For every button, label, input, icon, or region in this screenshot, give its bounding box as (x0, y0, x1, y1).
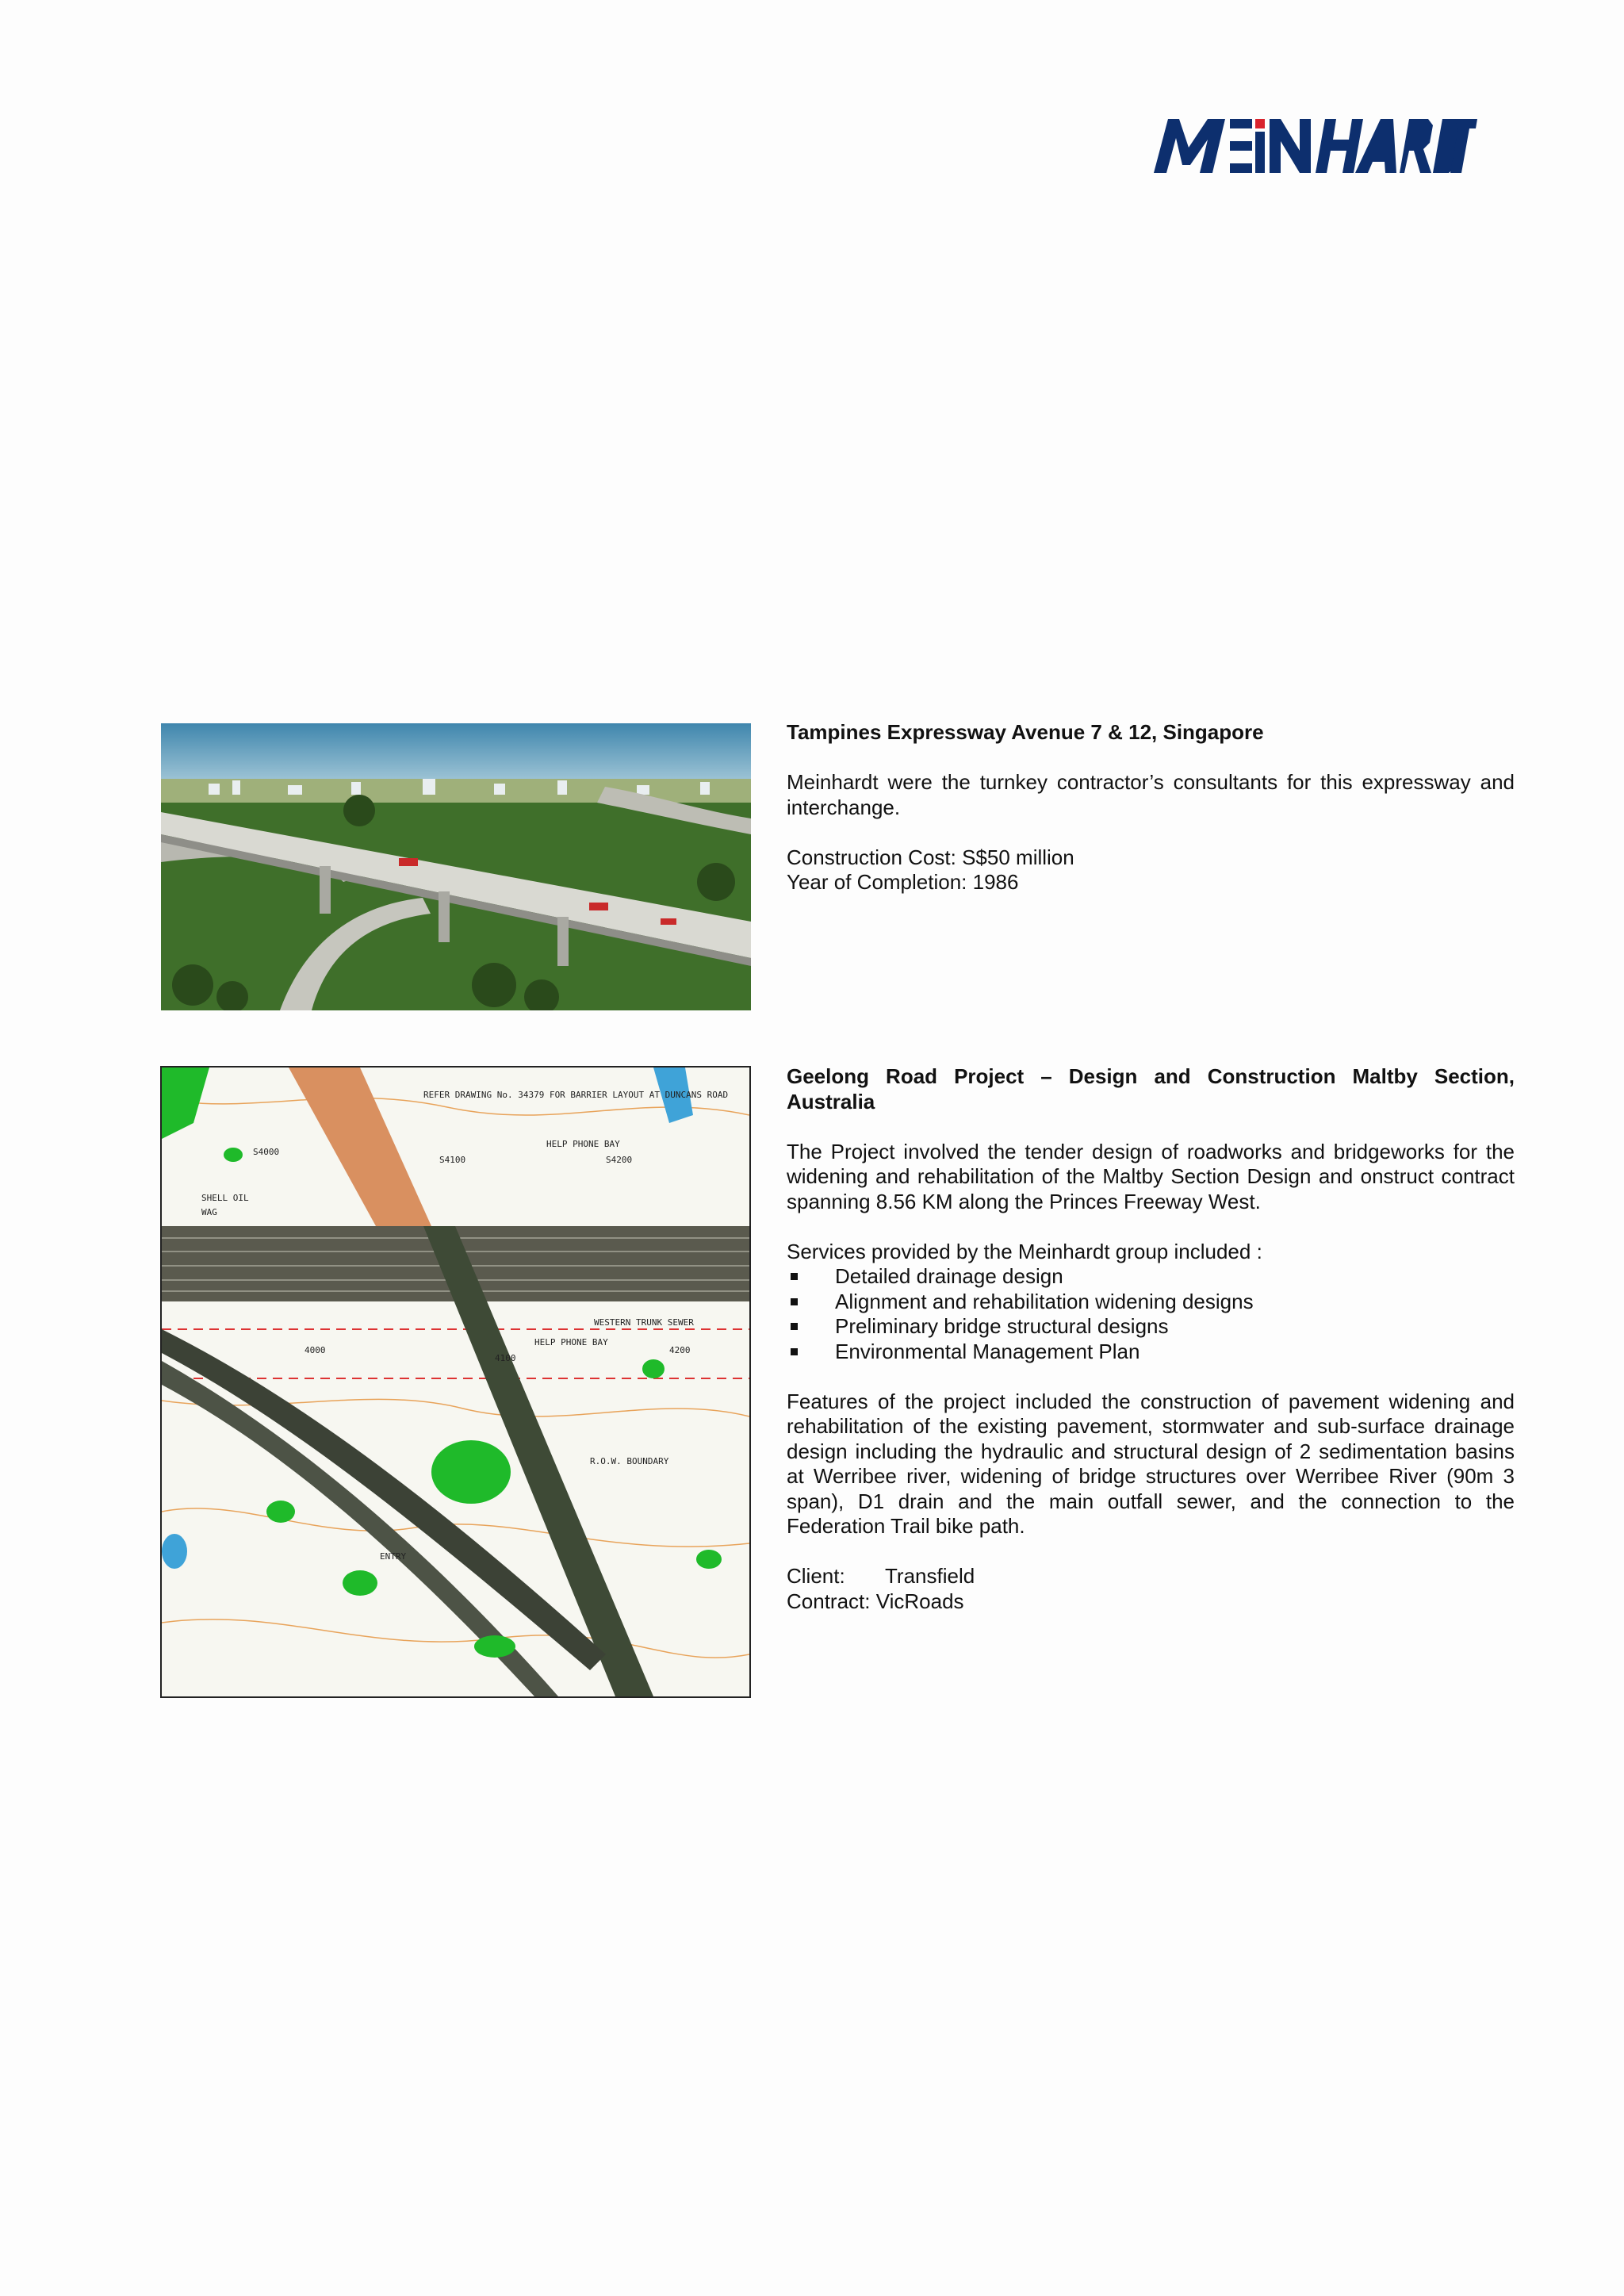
logo-h-shape (1316, 119, 1363, 173)
client-value: Transfield (885, 1564, 975, 1588)
client-label: Client: (787, 1564, 845, 1588)
project-description: The Project involved the tender design of roadworks and bridgeworks for the widening and rehabilitation of the Maltby Section Design and onstruct contract spanning 8.56 KM along the Princes Freeway West. (787, 1139, 1515, 1213)
service-item: Alignment and rehabilitation widening designs (787, 1290, 1515, 1315)
map-chainage-f: 4200 (669, 1345, 691, 1355)
map-chainage-a: S4000 (253, 1147, 280, 1157)
project-title: Geelong Road Project – Design and Construction Maltby Section, Australia (787, 1064, 1515, 1114)
meinhardt-logo (1154, 119, 1477, 174)
logo-e-bar-mid (1230, 141, 1252, 151)
logo-n-shape (1270, 119, 1311, 173)
logo-i-stem (1255, 132, 1265, 173)
project-features: Features of the project included the construction of pavement widening and rehabilitation of the existing pavement, stormwater and sub-surface drainage design including the hydraulic and structural design of 2 sedimentation basins at Werribee river, widening of bridge structures over Werribee River (90m 3 span), D1 drain and the main outfall sewer, and the connection to the Federation Trail bike path. (787, 1389, 1515, 1538)
logo-e-bar-top (1230, 119, 1252, 128)
logo-m-shape (1154, 119, 1225, 173)
project-description: Meinhardt were the turnkey contractor’s consultants for this expressway and interchange. (787, 770, 1515, 819)
services-list (787, 1264, 1515, 1364)
map-help-phone-1: HELP PHONE BAY (546, 1139, 620, 1149)
map-wag: WAG (201, 1207, 217, 1217)
construction-cost: Construction Cost: S$50 million (787, 845, 1074, 869)
client-row (787, 1564, 1515, 1589)
map-note: REFER DRAWING No. 34379 FOR BARRIER LAYOUT AT DUNCANS ROAD (423, 1090, 729, 1100)
geelong-road-map (162, 1068, 749, 1696)
tampines-expressway-image (161, 723, 751, 1010)
service-item: Detailed drainage design (787, 1264, 1515, 1290)
service-item: Preliminary bridge structural designs (787, 1314, 1515, 1340)
map-chainage-d: 4000 (304, 1345, 326, 1355)
logo-e-bar-bot (1230, 163, 1252, 173)
contract-value: VicRoads (875, 1589, 964, 1613)
map-entry: ENTRY (380, 1551, 407, 1562)
map-help-phone-2: HELP PHONE BAY (534, 1337, 608, 1347)
services-intro: Services provided by the Meinhardt group included : (787, 1239, 1262, 1263)
service-item: Environmental Management Plan (787, 1340, 1515, 1365)
map-chainage-b: S4100 (439, 1155, 466, 1165)
project-geelong (787, 1064, 1515, 1614)
project-tampines (787, 720, 1515, 895)
map-shell-oil: SHELL OIL (201, 1193, 249, 1203)
geelong-road-map-frame (160, 1066, 751, 1698)
logo-i-accent (1255, 119, 1265, 128)
map-boundary: R.O.W. BOUNDARY (590, 1456, 669, 1466)
map-chainage-e: 4100 (495, 1353, 516, 1363)
completion-year: Year of Completion: 1986 (787, 870, 1019, 894)
map-chainage-c: S4200 (606, 1155, 633, 1165)
map-sewer: WESTERN TRUNK SEWER (594, 1317, 694, 1328)
contract-row (787, 1589, 1515, 1615)
contract-label: Contract: (787, 1589, 871, 1613)
project-title: Tampines Expressway Avenue 7 & 12, Singapore (787, 720, 1264, 744)
logo-r-shape (1400, 119, 1433, 173)
